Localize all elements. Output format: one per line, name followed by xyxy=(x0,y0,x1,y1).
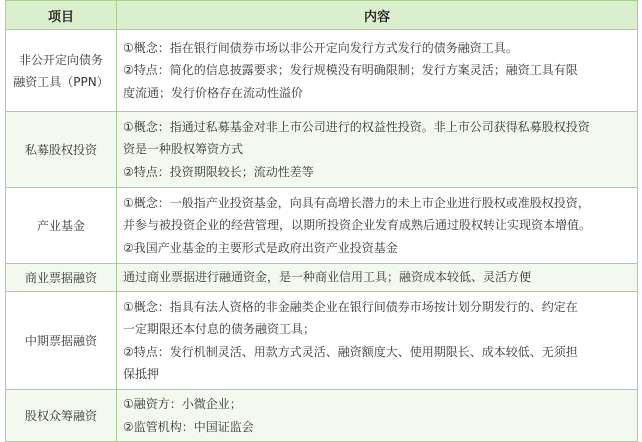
content-line: 资是一种股权筹资方式 xyxy=(123,142,244,157)
content-line: 通过商业票据进行融通资金，是一种商业信用工具；融资成本较低、灵活方便 xyxy=(123,270,532,285)
row-name-medium-term-notes xyxy=(6,292,117,390)
row-name-private-equity xyxy=(6,112,117,188)
header-content: 内容 xyxy=(117,1,638,30)
content-line: ①概念：指具有法人资格的非金融类企业在银行间债券市场按计划分期发行的、约定在 xyxy=(123,299,578,314)
row-name-line: 商业票据融资 xyxy=(24,270,97,285)
table-row xyxy=(6,112,638,188)
row-name-line: 股权众筹融资 xyxy=(24,408,97,423)
row-content-industry-fund xyxy=(117,188,638,264)
row-content-equity-crowdfunding xyxy=(117,390,638,442)
row-content-commercial-paper xyxy=(117,264,638,292)
row-name-ppn xyxy=(6,30,117,112)
content-line: ②我国产业基金的主要形式是政府出资产业投资基金 xyxy=(123,240,398,255)
content-line: ①融资方：小微企业； xyxy=(123,397,242,411)
table-row xyxy=(6,30,638,112)
content-line: 保抵押 xyxy=(123,367,160,381)
table-row xyxy=(6,292,638,390)
content-line: ②特点：发行机制灵活、用款方式灵活、融资额度大、使用期限长、成本较低、无须担 xyxy=(123,344,578,359)
table-row xyxy=(6,188,638,264)
row-name-commercial-paper xyxy=(6,264,117,292)
row-content-private-equity xyxy=(117,112,638,188)
content-line: 并参与被投资企业的经营管理，以期所投资企业发育成熟后通过股权转让实现资本增值。 xyxy=(123,218,592,233)
header-item: 项目 xyxy=(6,1,117,30)
row-name-line: 产业基金 xyxy=(36,218,85,233)
content-line: ①概念：一般指产业投资基金，向具有高增长潜力的未上市企业进行股权或准股权投资， xyxy=(123,195,590,210)
content-line: ①概念：指在银行间债券市场以非公开定向发行方式发行的债务融资工具。 xyxy=(123,40,518,55)
table-row xyxy=(6,390,638,442)
row-name-line: 私募股权投资 xyxy=(24,142,97,157)
row-content-medium-term-notes xyxy=(117,292,638,390)
financing-methods-table xyxy=(5,0,638,442)
content-line: ②特点：简化的信息披露要求；发行规模没有明确限制；发行方案灵活；融资工具有限 xyxy=(123,63,578,78)
row-name-equity-crowdfunding xyxy=(6,390,117,442)
content-line: ②特点：投资期限较长；流动性差等 xyxy=(123,164,314,179)
row-name-line: 融资工具（PPN） xyxy=(13,74,109,89)
row-name-line: 中期票据融资 xyxy=(24,333,97,348)
row-content-ppn xyxy=(117,30,638,112)
content-line: ②监管机构：中国证监会 xyxy=(123,419,254,434)
table-row xyxy=(6,264,638,292)
content-line: 度流通；发行价格存在流动性溢价 xyxy=(123,85,304,100)
row-name-line: 非公开定向债务 xyxy=(18,52,103,67)
row-name-industry-fund xyxy=(6,188,117,264)
content-line: ①概念：指通过私募基金对非上市公司进行的权益性投资。非上市公司获得私募股权投资 xyxy=(123,119,590,134)
content-line: 一定期限还本付息的债务融资工具； xyxy=(123,322,316,336)
table-header-row xyxy=(6,1,638,30)
